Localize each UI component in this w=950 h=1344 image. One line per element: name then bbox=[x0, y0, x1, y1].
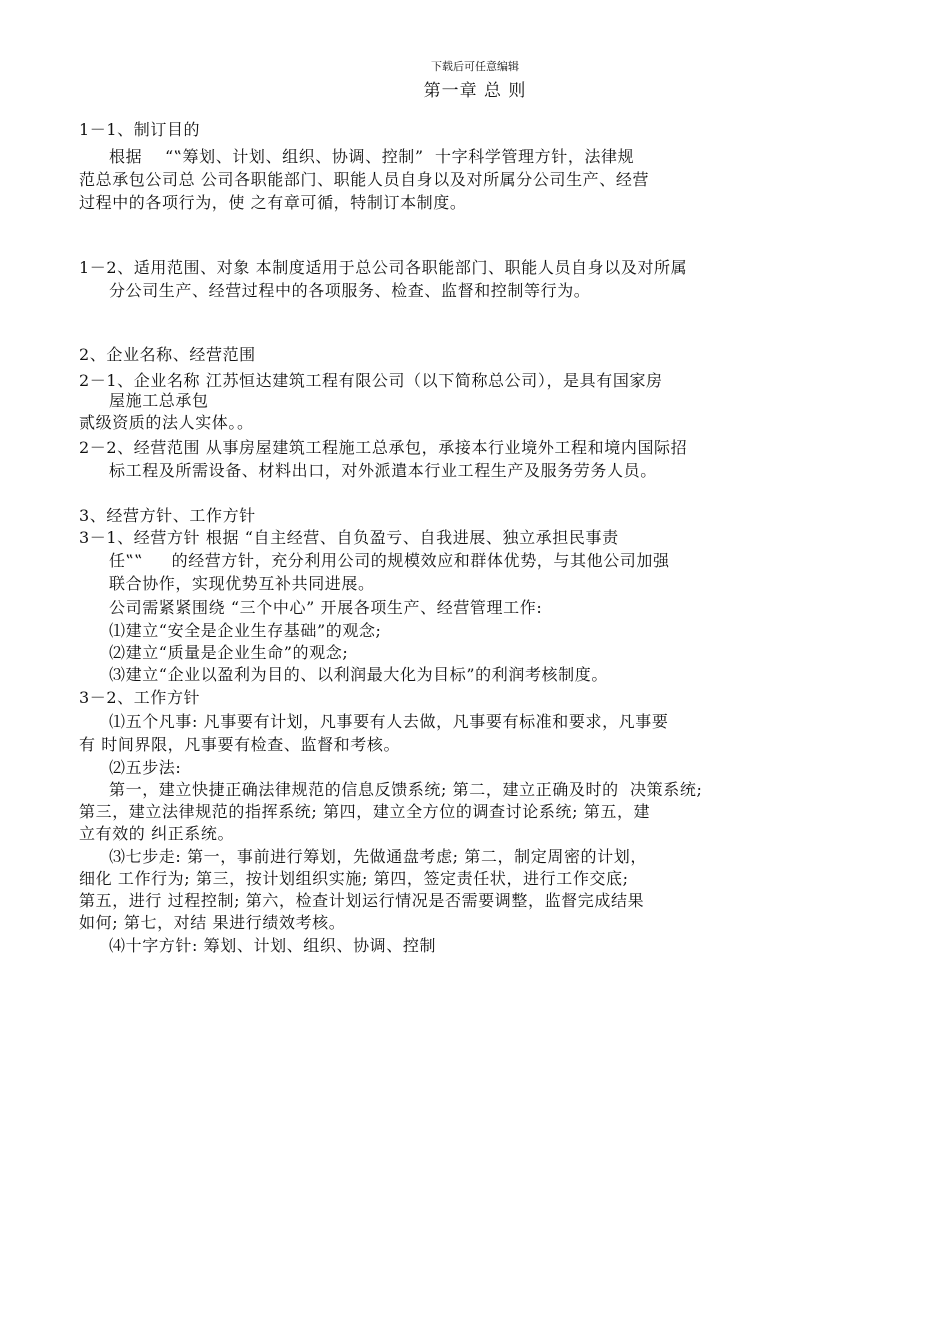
text-line: 公司需紧紧围绕 “三个中心” 开展各项生产、经营管理工作: bbox=[109, 598, 543, 617]
text-line: 任‟‟ 的经营方针，充分利用公司的规模效应和群体优势，与其他公司加强 bbox=[109, 551, 670, 570]
text-line: 1－2、适用范围、对象 本制度适用于总公司各职能部门、职能人员自身以及对所属 bbox=[79, 258, 688, 277]
text-line: 范总承包公司总 公司各职能部门、职能人员自身以及对所属分公司生产、经营 bbox=[79, 170, 650, 189]
text-line: 1－1、制订目的 bbox=[79, 120, 201, 139]
text-line: 第五，进行 过程控制; 第六，检查计划运行情况是否需要调整，监督完成结果 bbox=[79, 891, 645, 910]
text-line: 2、企业名称、经营范围 bbox=[79, 345, 256, 364]
text-line: 3－1、经营方针 根据 “自主经营、自负盈亏、自我进展、独立承担民事责 bbox=[79, 528, 619, 547]
text-line: 如何; 第七，对结 果进行绩效考核。 bbox=[79, 913, 346, 932]
text-line: 联合协作，实现优势互补共同进展。 bbox=[109, 574, 375, 593]
header-note: 下载后可任意编辑 bbox=[431, 60, 519, 73]
text-line: 屋施工总承包 bbox=[109, 391, 209, 410]
text-line: 贰级资质的法人实体。。 bbox=[79, 413, 254, 432]
text-line: 过程中的各项行为，使 之有章可循，特制订本制度。 bbox=[79, 193, 467, 212]
text-line: 2－1、企业名称 江苏恒达建筑工程有限公司（以下简称总公司），是具有国家房 bbox=[79, 371, 663, 390]
text-line: 2－2、经营范围 从事房屋建筑工程施工总承包，承接本行业境外工程和境内国际招 bbox=[79, 438, 688, 457]
text-line: 3、经营方针、工作方针 bbox=[79, 506, 256, 525]
text-line: 3－2、工作方针 bbox=[79, 688, 201, 707]
text-line: ⑷十字方针: 筹划、计划、组织、协调、控制 bbox=[109, 936, 437, 955]
text-line: 细化 工作行为; 第三，按计划组织实施; 第四，签定责任状，进行工作交底; bbox=[79, 869, 629, 888]
text-line: 立有效的 纠正系统。 bbox=[79, 824, 235, 843]
text-line: 第三，建立法律规范的指挥系统; 第四，建立全方位的调查讨论系统; 第五，建 bbox=[79, 802, 651, 821]
text-line: ⑶建立“企业以盈利为目的、以利润最大化为目标”的利润考核制度。 bbox=[109, 665, 608, 684]
text-line: ⑵建立“质量是企业生命”的观念; bbox=[109, 643, 349, 662]
text-line: 根据 “‟筹划、计划、组织、协调、控制” 十字科学管理方针，法律规 bbox=[109, 147, 635, 166]
text-line: ⑶七步走: 第一，事前进行筹划，先做通盘考虑; 第二，制定周密的计划， bbox=[109, 847, 647, 866]
text-line: 分公司生产、经营过程中的各项服务、检查、监督和控制等行为。 bbox=[109, 281, 591, 300]
text-line: ⑴建立“安全是企业生存基础”的观念; bbox=[109, 621, 382, 640]
text-line: ⑵五步法: bbox=[109, 758, 182, 777]
text-line: 有 时间界限，凡事要有检查、监督和考核。 bbox=[79, 735, 401, 754]
text-line: ⑴五个凡事: 凡事要有计划，凡事要有人去做，凡事要有标准和要求，凡事要 bbox=[109, 712, 669, 731]
text-line: 标工程及所需设备、材料出口，对外派遣本行业工程生产及服务劳务人员。 bbox=[109, 461, 657, 480]
text-line: 第一，建立快捷正确法律规范的信息反馈系统; 第二，建立正确及时的 决策系统; bbox=[109, 780, 703, 799]
chapter-title: 第一章 总 则 bbox=[423, 81, 527, 101]
